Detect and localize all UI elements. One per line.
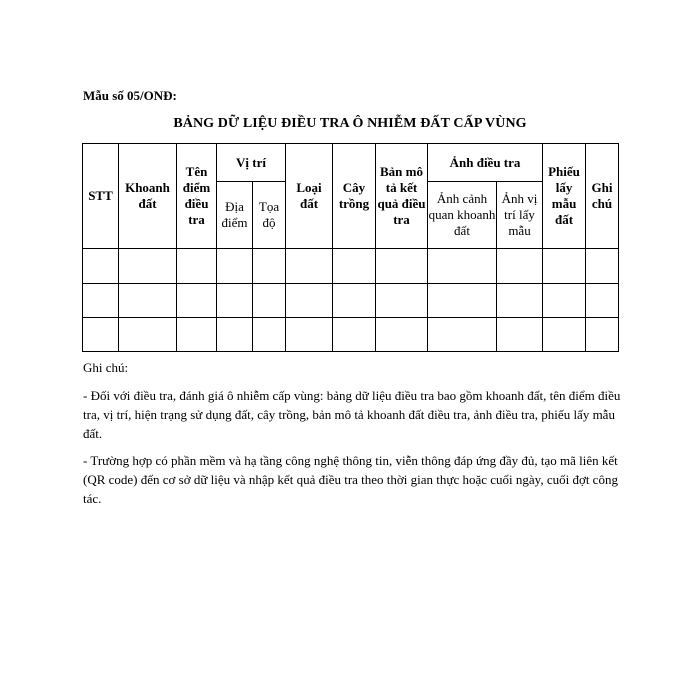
note-item: - Trường hợp có phần mềm và hạ tầng công nghệ thông tin, viễn thông đáp ứng đầy đủ, tạo mã liên kết (QR code) đến cơ sở dữ liệu và nhập kết quả điều tra theo thời gian thực hoặc cuối ngày, cuối đợt công tác. [83,453,618,506]
table-cell [428,249,497,283]
table-cell [286,283,333,317]
notes-heading: Ghi chú: [83,360,129,375]
table-cell [253,283,286,317]
table-row [83,317,619,351]
form-code: Mẫu số 05/ONĐ: [83,88,177,103]
header-ban-mo-ta: Bản mô tả kết quả điều tra [376,144,428,249]
table-cell [253,317,286,351]
document-title: BẢNG DỮ LIỆU ĐIỀU TRA Ô NHIỄM ĐẤT CẤP VÙNG [173,116,527,131]
table-cell [428,317,497,351]
header-phieu-lay-mau: Phiếu lấy mẫu đất [543,144,586,249]
header-loai-dat: Loại đất [286,144,333,249]
table-cell [286,317,333,351]
table-cell [497,317,543,351]
table-cell [217,317,253,351]
header-anh-canh-quan: Ảnh cảnh quan khoanh đất [428,182,497,249]
table-cell [497,283,543,317]
table-row [83,249,619,283]
table-cell [83,249,119,283]
table-cell [543,249,586,283]
table-cell [543,283,586,317]
table-cell [333,317,376,351]
header-dia-diem: Địa điểm [217,182,253,249]
table-cell [119,317,177,351]
table-cell [333,249,376,283]
header-anh-vi-tri: Ảnh vị trí lấy mẫu [497,182,543,249]
table-cell [177,249,217,283]
table-cell [376,283,428,317]
table-cell [428,283,497,317]
table-cell [119,283,177,317]
header-cay-trong: Cây trồng [333,144,376,249]
table-cell [83,317,119,351]
table-cell [333,283,376,317]
table-row [83,283,619,317]
note-item: - Đối với điều tra, đánh giá ô nhiễm cấp vùng: bảng dữ liệu điều tra bao gồm khoanh đất, tên điểm điều tra, vị trí, hiện trạng sử dụng đất, cây trồng, bản mô tả khoanh đất điều tra, ảnh điều tra, phiếu lấy mẫu đất. [83,388,621,441]
table-cell [586,283,619,317]
table-cell [376,249,428,283]
header-khoanh-dat: Khoanh đất [119,144,177,249]
table-cell [376,317,428,351]
table-cell [177,317,217,351]
table-cell [586,249,619,283]
table-cell [217,249,253,283]
header-stt: STT [83,144,119,249]
survey-data-table [82,143,619,352]
header-vi-tri: Vị trí [217,144,286,182]
table-cell [83,283,119,317]
table-cell [543,317,586,351]
header-ghi-chu: Ghi chú [586,144,619,249]
table-cell [586,317,619,351]
table-cell [286,249,333,283]
table-cell [217,283,253,317]
table-cell [119,249,177,283]
header-anh-dieu-tra: Ảnh điều tra [428,144,543,182]
table-cell [497,249,543,283]
header-toa-do: Tọa độ [253,182,286,249]
header-ten-diem-dieu-tra: Tên điểm điều tra [177,144,217,249]
table-cell [177,283,217,317]
table-cell [253,249,286,283]
